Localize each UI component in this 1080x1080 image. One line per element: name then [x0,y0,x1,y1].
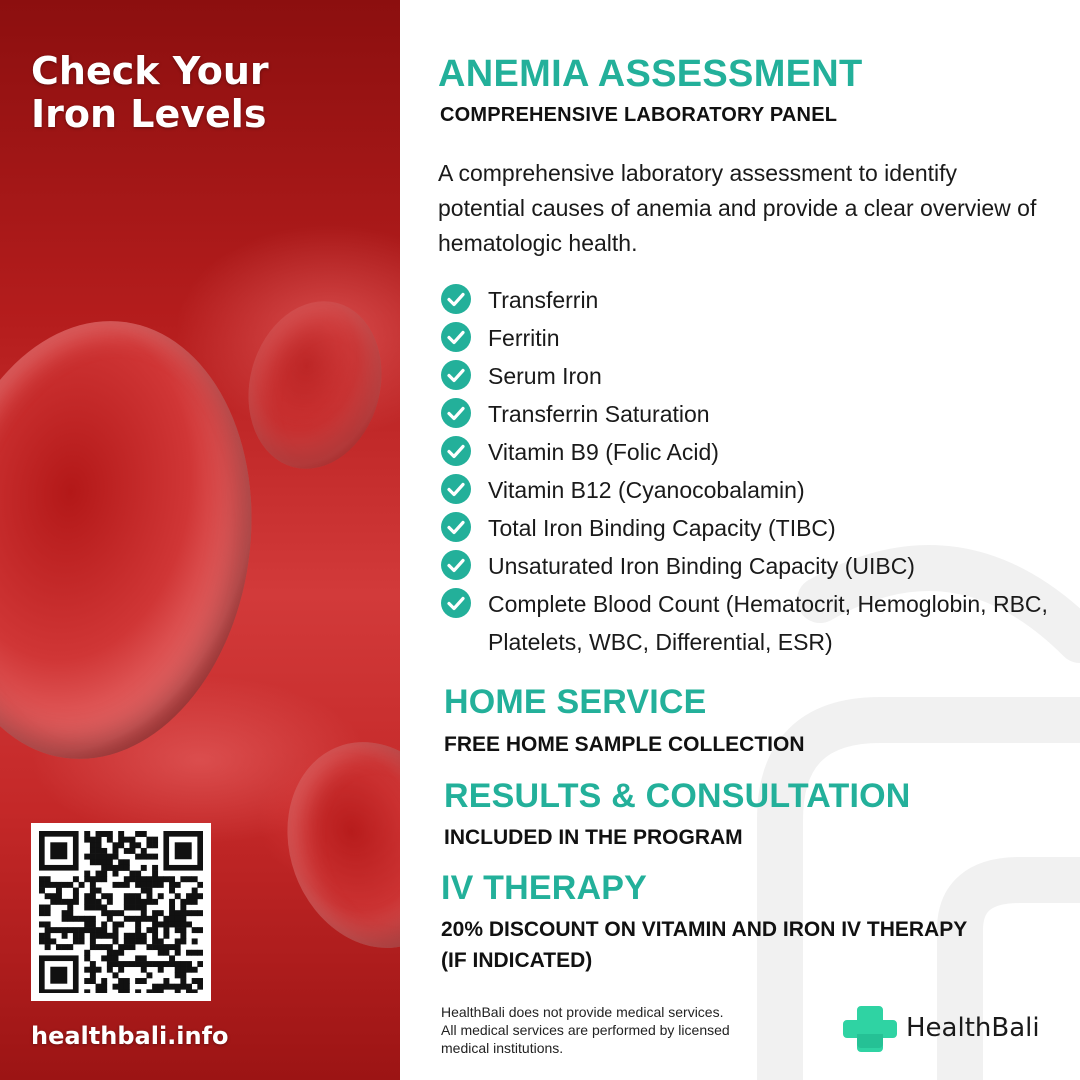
check-circle-icon [440,283,472,315]
test-name: Vitamin B12 (Cyanocobalamin) [488,477,805,503]
home-service-title: HOME SERVICE [444,683,707,721]
disclaimer [441,1003,801,1057]
list-item [440,471,1050,509]
test-name: Ferritin [488,325,560,351]
check-circle-icon [440,511,472,543]
iv-therapy-line: 20% DISCOUNT ON VITAMIN AND IRON IV THERAPY [441,918,968,941]
test-name: Unsaturated Iron Binding Capacity (UIBC) [488,553,915,579]
qr-code[interactable] [31,823,211,1001]
qr-code-pattern [39,831,203,993]
list-item [440,395,1050,433]
brand-name: HealthBali [906,1013,1040,1043]
red-blood-cell-image [259,717,400,972]
test-name: Transferrin [488,287,599,313]
disclaimer-line: HealthBali does not provide medical services. [441,1004,724,1020]
test-name: Transferrin Saturation [488,401,710,427]
list-item [440,319,1050,357]
check-circle-icon [440,321,472,353]
headline-line: Iron Levels [31,92,267,136]
check-circle-icon [440,435,472,467]
assessment-title: ANEMIA ASSESSMENT [438,53,863,95]
test-name: Serum Iron [488,363,602,389]
check-circle-icon [440,549,472,581]
assessment-description: A comprehensive laboratory assessment to identify potential causes of anemia and provide a clear overview of hematologic health. [438,160,1037,256]
brand-logo[interactable] [843,1004,1063,1054]
test-name: Total Iron Binding Capacity (TIBC) [488,515,836,541]
medical-cross-icon [843,1004,897,1054]
test-name: Vitamin B9 (Folic Acid) [488,439,719,465]
red-blood-cell-image [230,286,400,484]
results-text: INCLUDED IN THE PROGRAM [444,826,743,849]
test-name: Complete Blood Count (Hematocrit, Hemoglobin, RBC, Platelets, WBC, Differential, ESR) [488,591,1048,655]
headline-line: Check Your [31,49,269,93]
list-item [440,509,1050,547]
iv-therapy-title: IV THERAPY [441,869,648,907]
disclaimer-line: medical institutions. [441,1040,564,1056]
list-item [440,585,1050,661]
check-circle-icon [440,587,472,619]
check-circle-icon [440,397,472,429]
hero-image-panel [0,0,400,1080]
test-list [440,281,1050,661]
home-service-text: FREE HOME SAMPLE COLLECTION [444,733,805,756]
list-item [440,547,1050,585]
disclaimer-line: All medical services are performed by licensed [441,1022,730,1038]
iv-therapy-text [441,914,967,976]
content-panel [400,0,1080,1080]
check-circle-icon [440,473,472,505]
hero-headline [31,50,371,136]
assessment-subtitle: COMPREHENSIVE LABORATORY PANEL [440,104,838,126]
iv-therapy-line: (IF INDICATED) [441,949,593,972]
results-title: RESULTS & CONSULTATION [444,777,911,815]
list-item [440,281,1050,319]
list-item [440,357,1050,395]
list-item [440,433,1050,471]
website-link[interactable]: healthbali.info [31,1022,229,1050]
check-circle-icon [440,359,472,391]
red-blood-cell-image [0,301,279,780]
